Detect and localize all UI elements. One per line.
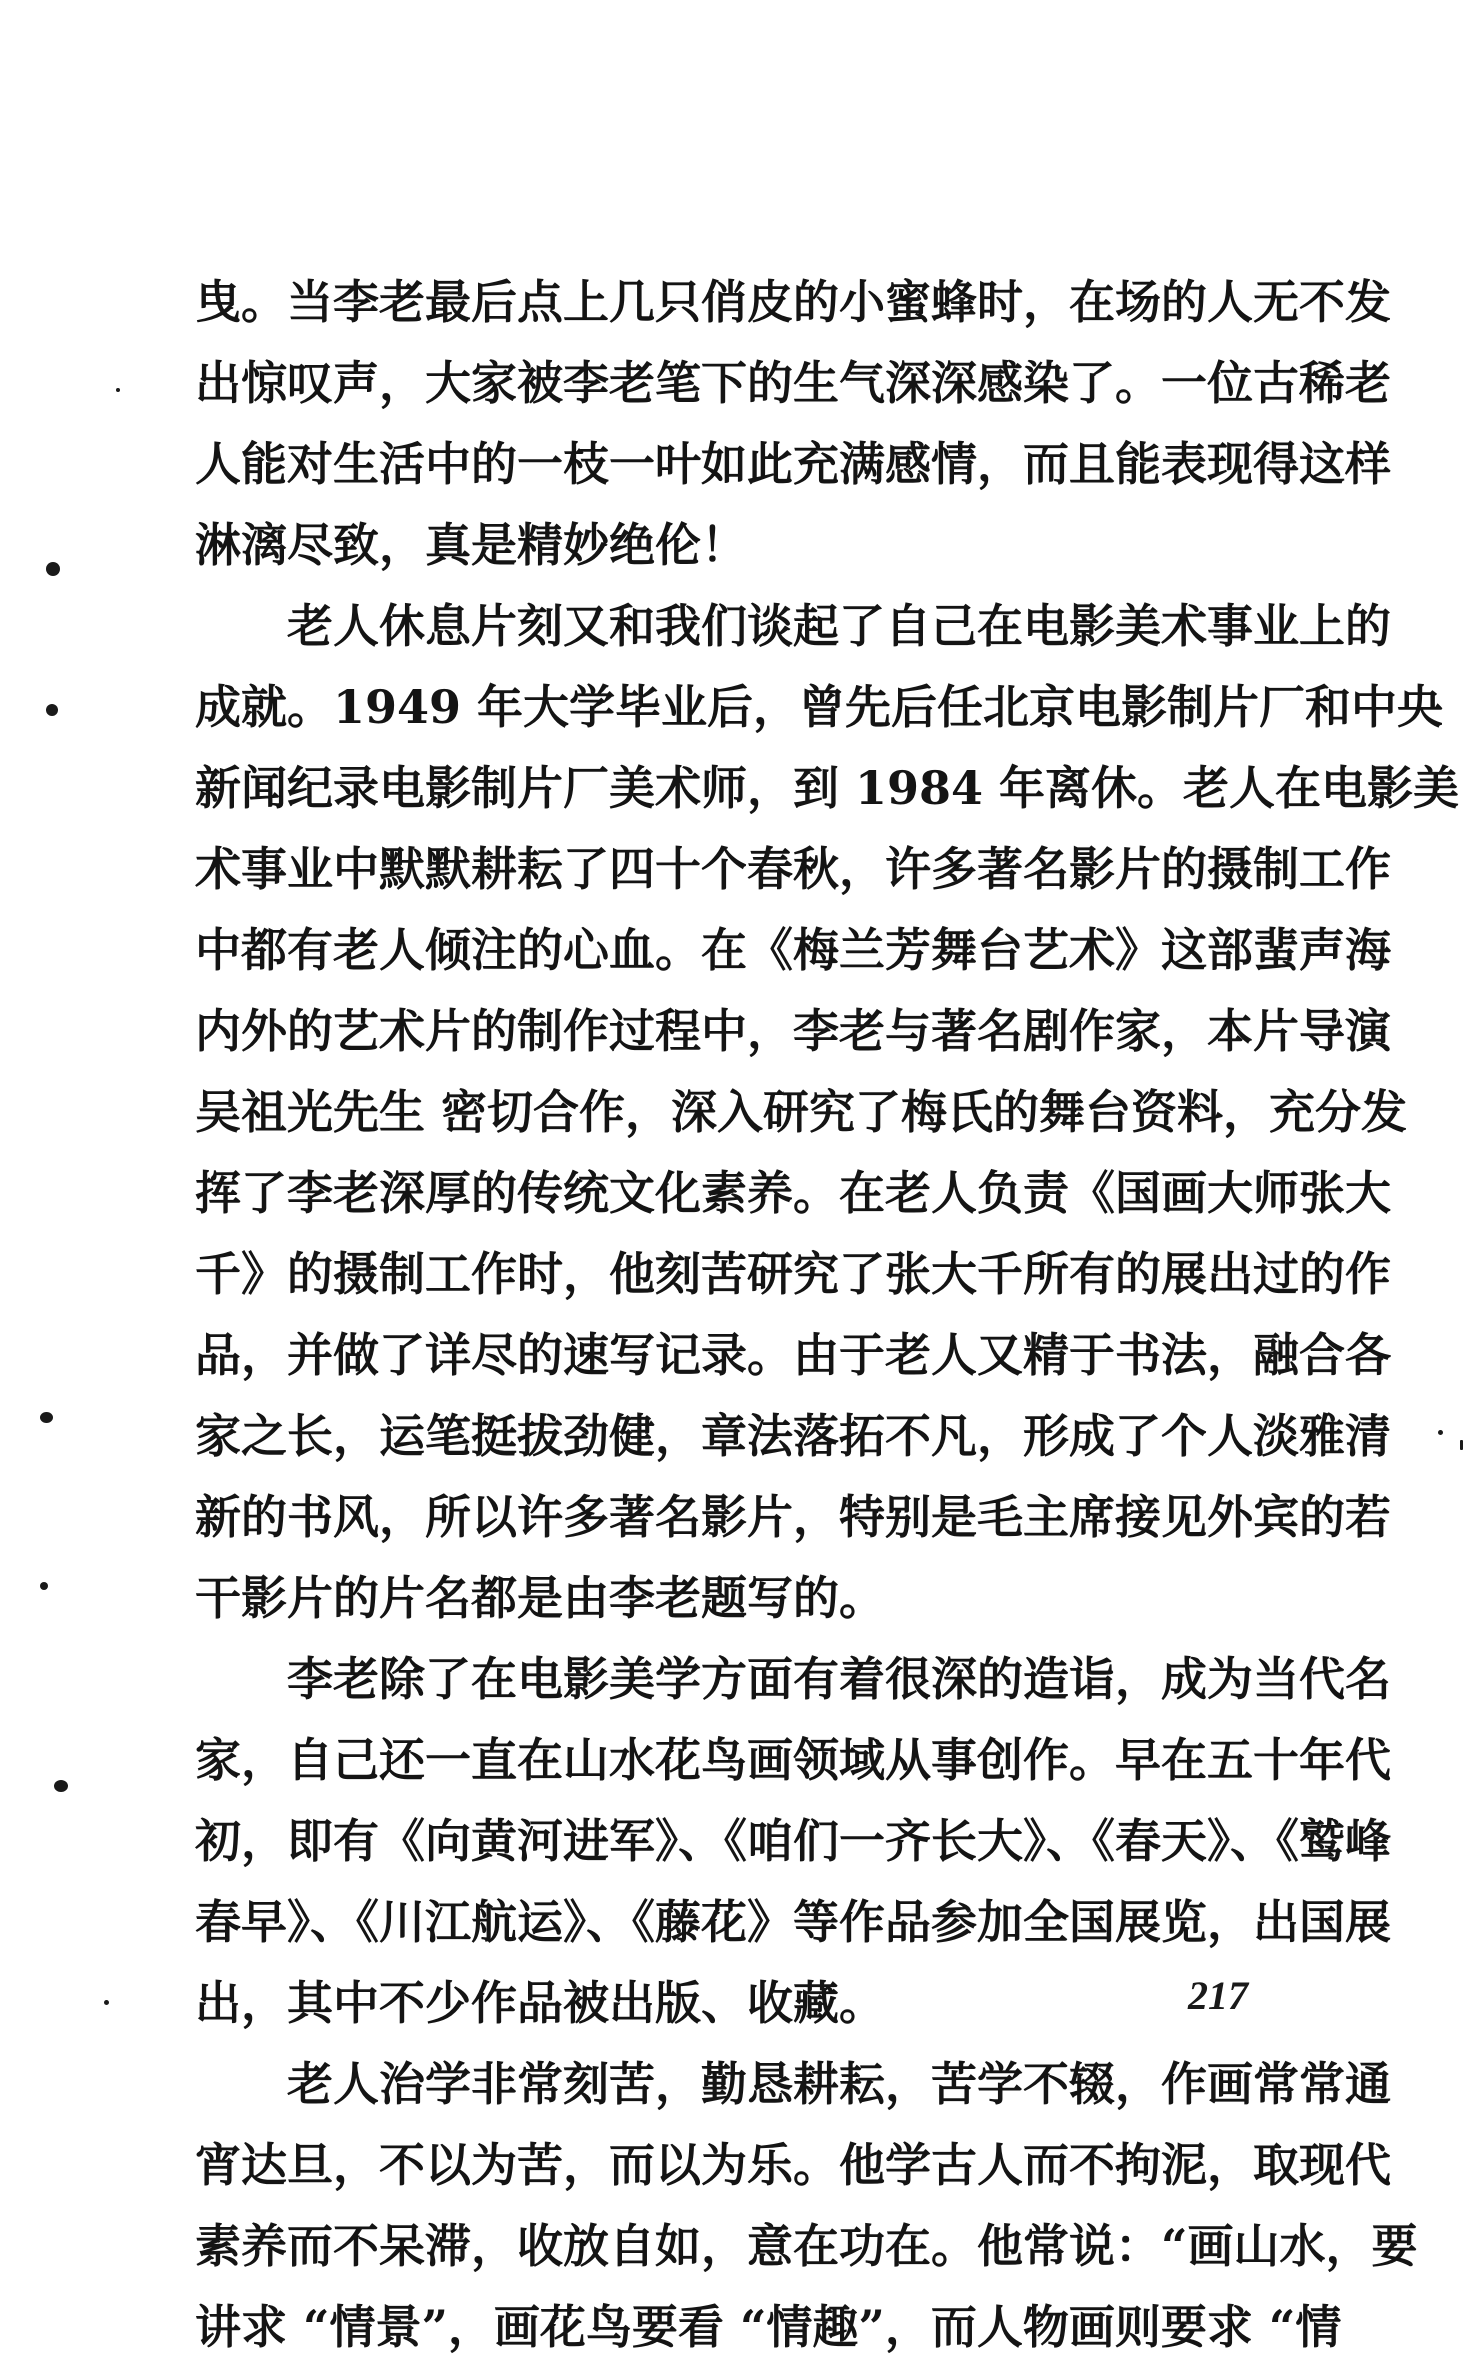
text-line: 曳。当李老最后点上几只俏皮的小蜜蜂时，在场的人无不发 (195, 275, 1391, 329)
text-line: 宵达旦，不以为苦，而以为乐。他学古人而不拘泥，取现代 (195, 2138, 1391, 2192)
scan-speck (40, 1582, 48, 1590)
text-line: 老人治学非常刻苦，勤恳耕耘，苦学不辍，作画常常通 (287, 2057, 1391, 2111)
text-line: 出惊叹声，大家被李老笔下的生气深深感染了。一位古稀老 (195, 356, 1391, 410)
text-line: 老人休息片刻又和我们谈起了自己在电影美术事业上的 (287, 599, 1391, 653)
text-line: 成就。1949 年大学毕业后，曾先后任北京电影制片厂和中央 (195, 680, 1444, 734)
text-line: 千》的摄制工作时，他刻苦研究了张大千所有的展出过的作 (195, 1247, 1391, 1301)
paragraph-3 (195, 1639, 1391, 2044)
text-line: 素养而不呆滞，收放自如，意在功在。他常说：“画山水，要 (195, 2219, 1418, 2273)
paragraph-1 (195, 262, 1391, 586)
text-line: 新的书风，所以许多著名影片，特别是毛主席接见外宾的若 (195, 1490, 1391, 1544)
scan-speck (54, 1780, 68, 1792)
scan-speck (40, 1412, 53, 1423)
text-line: 出，其中不少作品被出版、收藏。 (195, 1976, 885, 2030)
text-line: 家之长，运笔挺拔劲健，章法落拓不凡，形成了个人淡雅清 (195, 1409, 1391, 1463)
text-line: 干影片的片名都是由李老题写的。 (195, 1571, 885, 1625)
scan-speck (1460, 1440, 1463, 1450)
text-line: 人能对生活中的一枝一叶如此充满感情，而且能表现得这样 (195, 437, 1391, 491)
text-line: 家，自己还一直在山水花鸟画领域从事创作。早在五十年代 (195, 1733, 1391, 1787)
text-line: 中都有老人倾注的心血。在《梅兰芳舞台艺术》这部蜚声海 (195, 923, 1391, 977)
text-line: 品，并做了详尽的速写记录。由于老人又精于书法，融合各 (195, 1328, 1391, 1382)
paragraph-4 (195, 2044, 1418, 2368)
text-line: 讲求 “情景”，画花鸟要看 “情趣”，而人物画则要求 “情 (195, 2300, 1342, 2354)
text-line: 李老除了在电影美学方面有着很深的造诣，成为当代名 (287, 1652, 1391, 1706)
text-line: 术事业中默默耕耘了四十个春秋，许多著名影片的摄制工作 (195, 842, 1391, 896)
text-line: 新闻纪录电影制片厂美术师，到 1984 年离休。老人在电影美 (195, 761, 1460, 815)
text-line: 春早》、《川江航运》、《藤花》等作品参加全国展览，出国展 (195, 1895, 1391, 1949)
scan-speck (104, 2000, 109, 2005)
text-line: 吴祖光先生 密切合作，深入研究了梅氏的舞台资料，充分发 (195, 1085, 1408, 1139)
page-number: 217 (1188, 1973, 1248, 2018)
paragraph-2 (195, 586, 1460, 1639)
scan-speck (1438, 1430, 1443, 1435)
scan-speck (116, 388, 120, 392)
text-line: 挥了李老深厚的传统文化素养。在老人负责《国画大师张大 (195, 1166, 1391, 1220)
body-text (195, 262, 1460, 2368)
text-line: 内外的艺术片的制作过程中，李老与著名剧作家，本片导演 (195, 1004, 1391, 1058)
text-line: 初，即有《向黄河进军》、《咱们一齐长大》、《春天》、《鹫峰 (195, 1814, 1391, 1868)
scan-speck (46, 704, 58, 716)
text-line: 淋漓尽致，真是精妙绝伦！ (195, 518, 747, 572)
scan-speck (46, 562, 60, 576)
